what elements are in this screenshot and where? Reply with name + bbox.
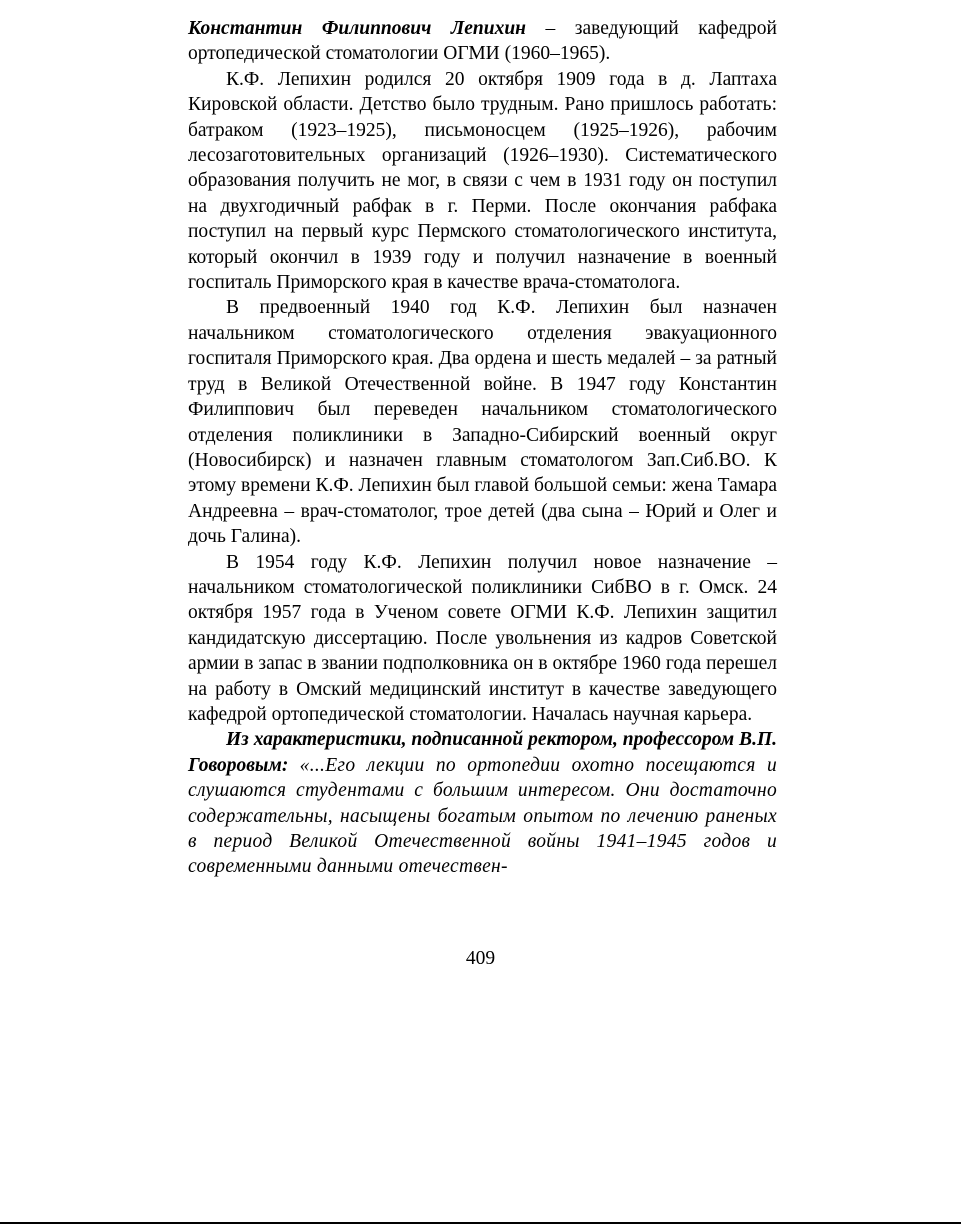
person-name: Константин Филиппович Лепихин: [188, 18, 526, 39]
paragraph-war-service: В предвоенный 1940 год К.Ф. Лепихин был назначен начальником стоматологического отделения эвакуационного госпиталя Приморского края. Два ордена и шесть медалей – за ратный труд в Великой Отечественной войне. В 1947 году Константин Филиппович был переведен начальником стоматологического отделения поликлиники в Западно-Сибирский военный округ (Новосибирск) и назначен главным стоматологом Зап.Сиб.ВО. К этому времени К.Ф. Лепихин был главой большой семьи: жена Тамара Андреевна – врач-стоматолог, трое детей (два сына – Юрий и Олег и дочь Галина).: [188, 297, 777, 548]
page-number: 409: [465, 948, 496, 969]
quote-text: «...Его лекции по ортопедии охотно посещаются и слушаются студентами с большим интересом. Они достаточно содержательны, насыщены богатым опытом по лечению раненых в период Великой Отечественной войны 1941–1945 годов и современными данными отечествен-: [188, 754, 777, 878]
quote-paragraph: [188, 727, 777, 879]
intro-text: – заведующий кафедрой ортопедической стоматологии ОГМИ (1960–1965).: [188, 18, 777, 65]
quote-lead: Из характеристики, подписанной ректором, профессором В.П. Говоровым:: [188, 729, 777, 776]
intro-paragraph: [188, 16, 777, 67]
paragraph-career: В 1954 году К.Ф. Лепихин получил новое назначение – начальником стоматологической поликлиники СибВО в г. Омск. 24 октября 1957 года в Ученом совете ОГМИ К.Ф. Лепихин защитил кандидатскую диссертацию. После увольнения из кадров Советской армии в запас в звании подполковника он в октябре 1960 года перешел на работу в Омский медицинский институт в качестве заведующего кафедрой ортопедической стоматологии. Началась научная карьера.: [188, 551, 777, 725]
paragraph-biography: К.Ф. Лепихин родился 20 октября 1909 года в д. Лаптаха Кировской области. Детство было трудным. Рано пришлось работать: батраком (1923–1925), письмоносцем (1925–1926), рабочим лесозаготовительных организаций (1926–1930). Систематического образования получить не мог, в связи с чем в 1931 году он поступил на двухгодичный рабфак в г. Перми. После окончания рабфака поступил на первый курс Пермского стоматологического института, который окончил в 1939 году и получил назначение в военный госпиталь Приморского края в качестве врача-стоматолога.: [188, 68, 777, 294]
page-body: [188, 16, 777, 880]
page-bottom-border: [0, 1222, 961, 1224]
